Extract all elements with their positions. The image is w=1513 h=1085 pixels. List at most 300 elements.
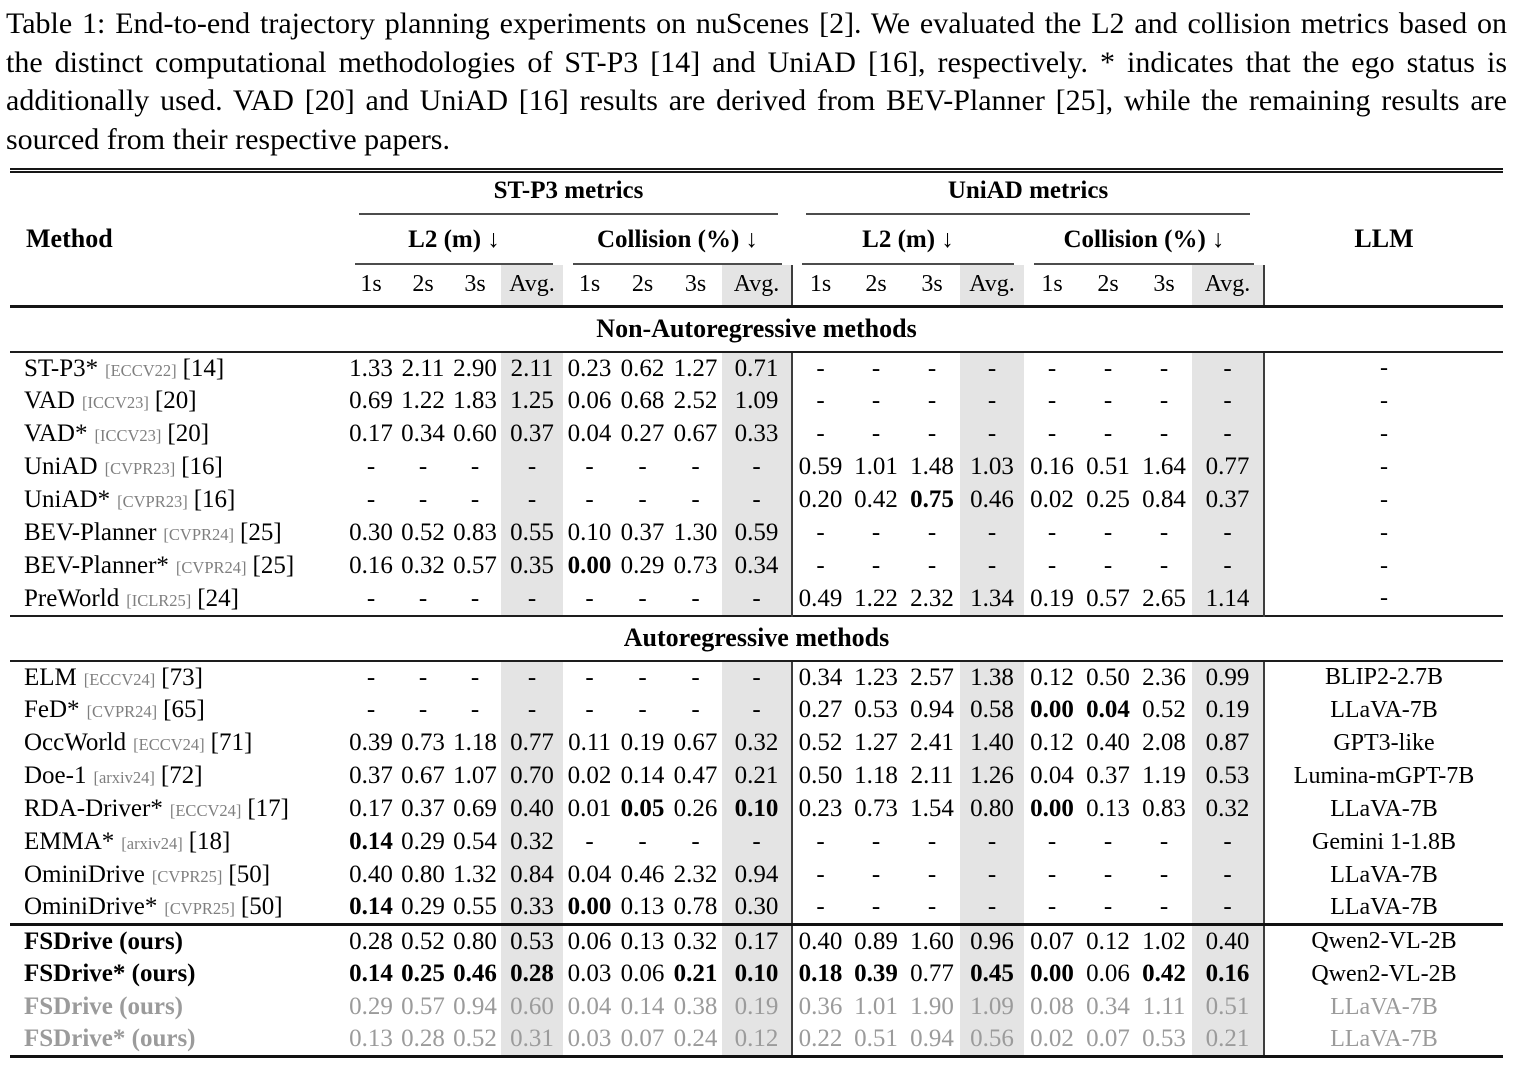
metric-cell: 0.42 bbox=[854, 486, 898, 513]
metric-cell: 0.51 bbox=[1192, 991, 1264, 1024]
metric-cell: 0.67 bbox=[673, 420, 718, 447]
venue-tag: [CVPR25] bbox=[151, 867, 223, 886]
metric-cell: 0.06 bbox=[567, 387, 612, 414]
metric-cell: - bbox=[816, 893, 825, 921]
metric-cell: 0.67 bbox=[401, 762, 445, 789]
metric-cell: 2.90 bbox=[453, 354, 497, 382]
metric-cell: 0.02 bbox=[1030, 486, 1074, 513]
metric-cell: - bbox=[418, 453, 428, 480]
metric-header-l2-stp3 bbox=[345, 215, 563, 265]
metric-cell: - bbox=[871, 552, 881, 579]
metric-cell: - bbox=[418, 696, 428, 723]
metric-cell: 0.60 bbox=[453, 420, 497, 447]
metric-cell: - bbox=[1159, 519, 1169, 546]
metric-cell: 0.22 bbox=[798, 1025, 843, 1053]
metric-cell: - bbox=[1103, 354, 1113, 382]
metric-cell: 0.52 bbox=[1142, 696, 1186, 723]
metric-cell: 0.59 bbox=[798, 453, 843, 480]
method-cell bbox=[10, 925, 345, 958]
time-col-header: 1s bbox=[345, 265, 397, 307]
llm-column-header bbox=[1264, 173, 1503, 307]
metric-cell: - bbox=[871, 354, 881, 382]
ref-tag: [24] bbox=[197, 584, 239, 612]
metric-cell: - bbox=[691, 453, 700, 480]
metric-cell: - bbox=[585, 584, 594, 612]
metric-cell: - bbox=[1159, 387, 1169, 414]
metric-cell: - bbox=[722, 583, 792, 616]
metric-cell: - bbox=[585, 828, 594, 855]
metric-cell: 1.54 bbox=[910, 795, 954, 822]
metric-cell: 0.57 bbox=[1086, 584, 1130, 612]
metric-cell: 1.25 bbox=[501, 385, 563, 418]
metric-cell: - bbox=[470, 584, 480, 612]
metric-cell: 0.00 bbox=[567, 893, 612, 921]
metric-cell: - bbox=[871, 893, 881, 921]
metric-cell: 0.23 bbox=[798, 795, 843, 822]
venue-tag: [ECCV24] bbox=[83, 669, 156, 689]
table-row bbox=[10, 418, 1503, 451]
metric-cell: 2.11 bbox=[501, 352, 563, 385]
metric-cell: 0.77 bbox=[501, 727, 563, 760]
section-header-row bbox=[10, 616, 1503, 661]
metric-cell: 0.04 bbox=[567, 861, 612, 888]
metric-cell: 0.29 bbox=[349, 993, 393, 1020]
method-cell bbox=[10, 1024, 345, 1057]
metric-cell: 1.48 bbox=[910, 453, 954, 480]
metric-cell: 0.55 bbox=[501, 517, 563, 550]
metric-cell: - bbox=[1047, 387, 1057, 414]
ref-tag: [73] bbox=[161, 663, 203, 691]
method-cell bbox=[10, 760, 345, 793]
metric-cell: 0.03 bbox=[567, 960, 612, 987]
method-column-header bbox=[10, 173, 345, 307]
venue-tag: [ICLR25] bbox=[126, 590, 192, 610]
metric-cell: - bbox=[1159, 893, 1169, 921]
metric-cell: - bbox=[960, 517, 1024, 550]
metric-cell: 0.32 bbox=[401, 552, 445, 579]
metric-cell: - bbox=[418, 584, 428, 612]
llm-cell: BLIP2-2.7B bbox=[1325, 664, 1444, 690]
time-col-header: 1s bbox=[563, 265, 616, 307]
table-row bbox=[10, 958, 1503, 991]
metric-cell: - bbox=[691, 584, 700, 612]
ref-tag: [18] bbox=[188, 828, 231, 855]
metric-cell: 0.13 bbox=[349, 1025, 393, 1053]
table-row bbox=[10, 826, 1503, 859]
metric-cell: 2.36 bbox=[1142, 663, 1186, 691]
metric-cell: 2.32 bbox=[910, 584, 954, 612]
metric-cell: 0.73 bbox=[401, 729, 445, 756]
metric-cell: 0.33 bbox=[501, 892, 563, 925]
metric-cell: - bbox=[871, 420, 881, 447]
metric-label: Collision (%) ↓ bbox=[596, 226, 759, 253]
metric-cell: 0.54 bbox=[453, 828, 497, 855]
ref-tag: [50] bbox=[228, 861, 271, 888]
metric-cell: 0.17 bbox=[722, 925, 792, 958]
metric-cell: - bbox=[501, 661, 563, 694]
metric-cell: - bbox=[366, 663, 376, 691]
ref-tag: [16] bbox=[181, 453, 223, 480]
metric-cell: 0.25 bbox=[401, 960, 445, 987]
llm-cell: LLaVA-7B bbox=[1330, 861, 1438, 888]
llm-cell: LLaVA-7B bbox=[1330, 1025, 1438, 1052]
metric-cell: - bbox=[1192, 859, 1264, 892]
metric-cell: 0.29 bbox=[620, 552, 665, 579]
metric-cell: 0.87 bbox=[1192, 727, 1264, 760]
metric-cell: - bbox=[722, 826, 792, 859]
metric-cell: - bbox=[470, 696, 480, 723]
metric-cell: - bbox=[1103, 893, 1113, 921]
venue-tag: [ECCV22] bbox=[105, 360, 177, 380]
metric-cell: - bbox=[585, 696, 594, 723]
section-title: Autoregressive methods bbox=[10, 616, 1503, 661]
metric-cell: - bbox=[638, 828, 647, 855]
metric-cell: - bbox=[960, 892, 1024, 925]
metric-cell: 1.26 bbox=[960, 760, 1024, 793]
metric-cell: - bbox=[722, 484, 792, 517]
metric-cell: 0.83 bbox=[453, 519, 497, 546]
llm-cell: - bbox=[1380, 552, 1388, 579]
venue-tag: [ICCV23] bbox=[94, 426, 162, 445]
metric-cell: 0.34 bbox=[1086, 993, 1130, 1020]
metric-cell: 0.37 bbox=[1086, 762, 1130, 789]
time-col-header: 2s bbox=[1080, 265, 1136, 307]
metric-cell: 0.19 bbox=[722, 991, 792, 1024]
metric-cell: 0.73 bbox=[673, 552, 718, 579]
metric-cell: 1.01 bbox=[854, 453, 898, 480]
metric-cell: 1.33 bbox=[349, 354, 393, 382]
metric-cell: 0.39 bbox=[854, 960, 898, 987]
metric-cell: 0.10 bbox=[722, 958, 792, 991]
metric-cell: 0.80 bbox=[449, 925, 501, 958]
method-name: FSDrive* (ours) bbox=[24, 960, 196, 987]
metric-cell: 0.03 bbox=[567, 1025, 612, 1053]
metric-cell: 0.23 bbox=[567, 354, 612, 382]
method-name: FSDrive (ours) bbox=[24, 927, 183, 955]
metric-cell: - bbox=[960, 418, 1024, 451]
metric-cell: - bbox=[816, 420, 825, 447]
llm-cell: LLaVA-7B bbox=[1330, 893, 1438, 920]
metric-cell: 0.58 bbox=[960, 694, 1024, 727]
metric-cell: 0.04 bbox=[1030, 762, 1074, 789]
metric-cell: - bbox=[1103, 828, 1113, 855]
method-cell bbox=[10, 550, 345, 583]
metric-cell: - bbox=[501, 484, 563, 517]
metric-cell: - bbox=[722, 451, 792, 484]
metric-cell: - bbox=[1047, 828, 1057, 855]
avg-col-header: Avg. bbox=[722, 265, 792, 307]
metric-cell: 0.69 bbox=[453, 795, 497, 822]
metric-cell: 0.14 bbox=[620, 762, 665, 789]
table-row bbox=[10, 451, 1503, 484]
method-cell bbox=[10, 451, 345, 484]
metric-cell: 0.19 bbox=[1192, 694, 1264, 727]
metric-cell: 0.69 bbox=[349, 387, 393, 414]
metric-cell: - bbox=[816, 828, 825, 855]
metric-cell: 0.52 bbox=[453, 1025, 497, 1053]
metric-cell: - bbox=[871, 387, 881, 414]
metric-cell: 0.80 bbox=[960, 793, 1024, 826]
metric-cell: 1.18 bbox=[854, 762, 898, 789]
method-name: PreWorld bbox=[24, 584, 120, 612]
metric-cell: 2.32 bbox=[673, 861, 718, 888]
metric-cell: 0.94 bbox=[453, 993, 497, 1020]
metric-cell: 0.94 bbox=[910, 696, 954, 723]
avg-col-header: Avg. bbox=[960, 265, 1024, 307]
metric-cell: - bbox=[1159, 552, 1169, 579]
llm-cell: Lumina-mGPT-7B bbox=[1293, 762, 1475, 789]
metric-cell: 0.39 bbox=[349, 729, 393, 756]
avg-col-header: Avg. bbox=[1192, 265, 1264, 307]
time-col-header: 2s bbox=[397, 265, 449, 307]
method-cell bbox=[10, 661, 345, 694]
metric-cell: - bbox=[366, 696, 376, 723]
metric-cell: 0.60 bbox=[501, 991, 563, 1024]
metric-cell: 0.59 bbox=[722, 517, 792, 550]
method-cell bbox=[10, 694, 345, 727]
metric-cell: - bbox=[1047, 420, 1057, 447]
metric-cell: 0.16 bbox=[1030, 453, 1074, 480]
metric-cell: 0.40 bbox=[501, 793, 563, 826]
table-row bbox=[10, 1024, 1503, 1057]
metric-cell: - bbox=[638, 696, 647, 723]
metric-cell: 0.07 bbox=[1086, 1025, 1130, 1053]
venue-tag: [ECCV24] bbox=[169, 801, 242, 820]
metric-cell: 0.05 bbox=[620, 795, 665, 822]
method-name: OminiDrive* bbox=[24, 893, 158, 921]
group-header-uniad bbox=[792, 173, 1264, 215]
time-col-header: 3s bbox=[449, 265, 501, 307]
section-title: Non-Autoregressive methods bbox=[10, 307, 1503, 352]
llm-cell: LLaVA-7B bbox=[1330, 696, 1438, 723]
llm-cell: LLaVA-7B bbox=[1330, 993, 1438, 1020]
metric-cell: 0.83 bbox=[1142, 795, 1186, 822]
metric-cell: 0.02 bbox=[567, 762, 612, 789]
metric-cell: 1.14 bbox=[1192, 583, 1264, 616]
metric-cell: 0.49 bbox=[798, 584, 843, 612]
metric-cell: - bbox=[927, 519, 937, 546]
metric-cell: 0.12 bbox=[1030, 663, 1074, 691]
metric-cell: 0.94 bbox=[910, 1025, 954, 1053]
metric-cell: 0.04 bbox=[1086, 696, 1130, 723]
metric-cell: 0.73 bbox=[854, 795, 898, 822]
metric-cell: 0.46 bbox=[960, 484, 1024, 517]
metric-cell: - bbox=[418, 486, 428, 513]
method-name: BEV-Planner bbox=[24, 519, 157, 546]
table-row bbox=[10, 859, 1503, 892]
metric-cell: 0.94 bbox=[722, 859, 792, 892]
metric-cell: 0.14 bbox=[349, 960, 393, 987]
metric-cell: 0.13 bbox=[1086, 795, 1130, 822]
metric-cell: 1.22 bbox=[854, 584, 898, 612]
metric-cell: 0.52 bbox=[397, 925, 449, 958]
metric-cell: - bbox=[1192, 352, 1264, 385]
metric-cell: 0.13 bbox=[616, 925, 669, 958]
llm-cell: - bbox=[1380, 453, 1388, 480]
metric-cell: 1.27 bbox=[673, 354, 718, 382]
llm-cell: - bbox=[1380, 585, 1388, 611]
metric-cell: - bbox=[1159, 861, 1169, 888]
metric-cell: 1.11 bbox=[1142, 993, 1186, 1020]
table-row bbox=[10, 661, 1503, 694]
metric-cell: - bbox=[691, 486, 700, 513]
metric-cell: 1.19 bbox=[1142, 762, 1186, 789]
table-header bbox=[10, 173, 1503, 307]
metric-cell: 0.10 bbox=[567, 519, 612, 546]
metric-cell: 0.00 bbox=[1030, 960, 1074, 987]
metric-cell: - bbox=[960, 826, 1024, 859]
metric-cell: 0.40 bbox=[349, 861, 393, 888]
metric-cell: 0.28 bbox=[345, 925, 397, 958]
metric-cell: 0.47 bbox=[673, 762, 718, 789]
metric-cell: - bbox=[470, 453, 480, 480]
metric-cell: 0.29 bbox=[401, 893, 445, 921]
metric-cell: - bbox=[927, 893, 937, 921]
table-body bbox=[10, 307, 1503, 1057]
metric-cell: 0.11 bbox=[568, 729, 611, 756]
ref-tag: [65] bbox=[163, 696, 205, 723]
metric-cell: - bbox=[1192, 826, 1264, 859]
time-col-header: 1s bbox=[1024, 265, 1080, 307]
metric-cell: 0.32 bbox=[501, 826, 563, 859]
method-name: Doe-1 bbox=[24, 762, 87, 789]
metric-cell: - bbox=[1103, 552, 1113, 579]
llm-cell: - bbox=[1380, 420, 1388, 447]
metric-cell: 0.55 bbox=[453, 893, 497, 921]
llm-cell: Qwen2-VL-2B bbox=[1311, 960, 1457, 987]
metric-cell: 0.96 bbox=[960, 925, 1024, 958]
metric-cell: 1.01 bbox=[854, 993, 898, 1020]
metric-cell: 2.08 bbox=[1142, 729, 1186, 756]
metric-cell: 0.30 bbox=[722, 892, 792, 925]
method-name: RDA-Driver* bbox=[24, 795, 163, 822]
metric-cell: - bbox=[1047, 552, 1057, 579]
metric-cell: - bbox=[366, 486, 376, 513]
metric-cell: - bbox=[927, 387, 937, 414]
metric-cell: - bbox=[501, 694, 563, 727]
metric-header-collision-stp3 bbox=[563, 215, 792, 265]
metric-cell: 0.53 bbox=[854, 696, 898, 723]
venue-tag: [arxiv24] bbox=[93, 768, 155, 787]
method-cell bbox=[10, 793, 345, 826]
venue-tag: [CVPR25] bbox=[164, 899, 235, 919]
metric-cell: - bbox=[960, 385, 1024, 418]
metric-header-l2-uniad bbox=[792, 215, 1024, 265]
metric-cell: 2.57 bbox=[910, 663, 954, 691]
metric-cell: - bbox=[722, 661, 792, 694]
group-header-row bbox=[10, 173, 1503, 215]
metric-cell: - bbox=[638, 663, 647, 691]
metric-cell: 0.19 bbox=[1030, 584, 1074, 612]
metric-cell: - bbox=[1047, 861, 1057, 888]
metric-label: L2 (m) ↓ bbox=[862, 226, 954, 253]
metric-cell: 0.84 bbox=[1142, 486, 1186, 513]
table-row bbox=[10, 517, 1503, 550]
time-col-header: 1s bbox=[792, 265, 848, 307]
metric-cell: 0.38 bbox=[673, 993, 718, 1020]
metric-cell: 0.34 bbox=[722, 550, 792, 583]
metric-cell: - bbox=[1192, 892, 1264, 925]
method-name: UniAD bbox=[24, 453, 98, 480]
table-row bbox=[10, 727, 1503, 760]
metric-cell: 0.27 bbox=[620, 420, 665, 447]
metric-cell: - bbox=[501, 583, 563, 616]
metric-cell: - bbox=[1103, 387, 1113, 414]
metric-cell: - bbox=[585, 453, 594, 480]
metric-cell: 2.52 bbox=[673, 387, 718, 414]
metric-cell: - bbox=[1192, 385, 1264, 418]
metric-cell: - bbox=[691, 696, 700, 723]
metric-cell: 2.11 bbox=[401, 354, 445, 382]
metric-cell: - bbox=[816, 552, 825, 579]
metric-cell: - bbox=[1159, 420, 1169, 447]
metric-cell: 0.51 bbox=[854, 1025, 898, 1053]
metric-cell: 0.62 bbox=[620, 354, 665, 382]
method-name: ST-P3* bbox=[24, 354, 99, 382]
time-col-header: 3s bbox=[1136, 265, 1192, 307]
metric-cell: - bbox=[1159, 828, 1169, 855]
table-row bbox=[10, 793, 1503, 826]
metric-cell: 0.78 bbox=[673, 893, 718, 921]
method-cell bbox=[10, 484, 345, 517]
metric-cell: 2.41 bbox=[910, 729, 954, 756]
table-row bbox=[10, 484, 1503, 517]
ref-tag: [72] bbox=[160, 762, 203, 789]
metric-cell: 1.27 bbox=[854, 729, 898, 756]
metric-cell: 2.65 bbox=[1142, 584, 1186, 612]
venue-tag: [ECCV24] bbox=[133, 735, 205, 754]
ref-tag: [25] bbox=[240, 519, 282, 546]
metric-cell: - bbox=[1192, 517, 1264, 550]
metric-cell: - bbox=[1192, 418, 1264, 451]
paper-table-figure bbox=[0, 5, 1513, 1058]
venue-tag: [CVPR24] bbox=[86, 702, 158, 721]
metric-cell: - bbox=[418, 663, 428, 691]
method-cell bbox=[10, 826, 345, 859]
time-col-header: 2s bbox=[848, 265, 904, 307]
llm-cell: Qwen2-VL-2B bbox=[1264, 925, 1503, 958]
metric-cell: 0.26 bbox=[673, 795, 718, 822]
metric-cell: 0.06 bbox=[563, 925, 616, 958]
method-cell bbox=[10, 859, 345, 892]
metric-cell: 1.83 bbox=[453, 387, 497, 414]
metric-cell: - bbox=[927, 354, 937, 382]
metric-cell: - bbox=[927, 552, 937, 579]
metric-cell: 0.28 bbox=[401, 1025, 445, 1053]
metric-cell: 0.02 bbox=[1030, 1025, 1074, 1053]
metric-cell: 0.06 bbox=[620, 960, 665, 987]
table-row bbox=[10, 694, 1503, 727]
metric-cell: 0.17 bbox=[349, 420, 393, 447]
venue-tag: [ICCV23] bbox=[81, 393, 149, 412]
metric-cell: 0.13 bbox=[620, 893, 665, 921]
metric-cell: - bbox=[960, 352, 1024, 385]
metric-cell: 0.00 bbox=[1030, 696, 1074, 723]
metric-cell: 1.09 bbox=[722, 385, 792, 418]
metric-cell: - bbox=[927, 828, 937, 855]
metric-cell: - bbox=[871, 861, 881, 888]
metric-cell: - bbox=[1047, 354, 1057, 382]
metric-cell: 1.90 bbox=[910, 993, 954, 1020]
metric-cell: - bbox=[816, 861, 825, 888]
metric-cell: 0.40 bbox=[792, 925, 848, 958]
method-cell bbox=[10, 727, 345, 760]
table-row bbox=[10, 583, 1503, 616]
table-row bbox=[10, 352, 1503, 385]
metric-cell: 0.31 bbox=[501, 1024, 563, 1057]
metric-cell: 1.34 bbox=[960, 583, 1024, 616]
method-cell bbox=[10, 991, 345, 1024]
